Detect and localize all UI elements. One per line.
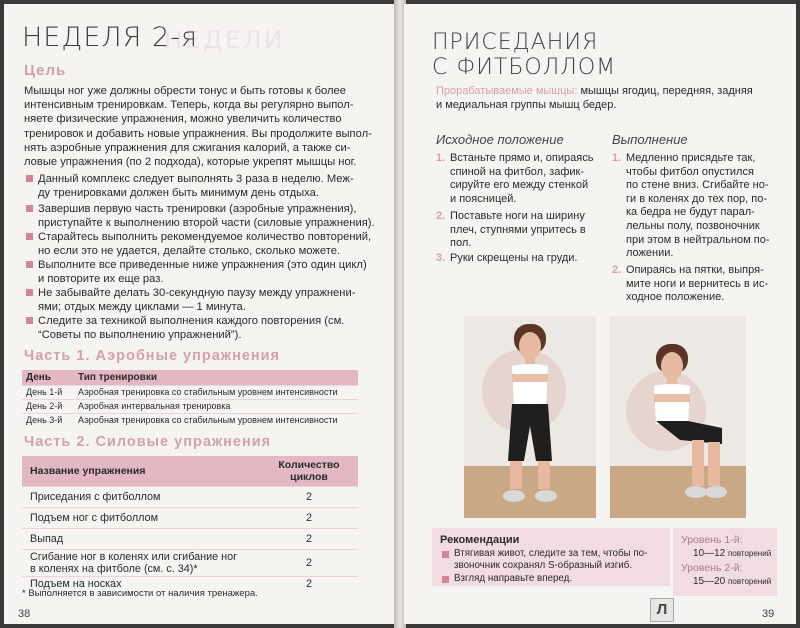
goal-heading: Цель [24,62,67,79]
table-row: День 1-й Аэробная тренировка со стабильным уровнем интенсивности [22,386,358,400]
right-page [404,4,796,624]
level2-value: 15—20 повторений [693,576,772,587]
step-item: 1. Встаньте прямо и, опираясь спиной на фитбол, зафик- сируйте его между стенкой и поясницей. [436,152,594,205]
bullet-item: Взгляд направьте вперед. [440,573,572,585]
intro-paragraph: Мышцы ног уже должны обрести тонус и быть готовы к более интенсивным тренировкам. Теперь, когда вы регулярно выпол- няете физические упражнения, можно увеличить количество тренировок и добавить новые упражнения. Вы продолжите выпол- нять аэробные упражнения для сжигания калорий, а также си- ловые упражнения (по 2 подхода), которые укрепят мышцы ног. [24,85,372,169]
aerobic-table [22,370,358,427]
col-day: День [22,370,74,386]
left-page [4,4,396,624]
recommendations-heading: Рекомендации [440,534,520,546]
step-item: 2. Поставьте ноги на ширину плеч, ступнями упритесь в пол. [436,210,586,250]
bullet-square-icon [442,576,449,583]
step-item: 2. Опираясь на пятки, выпря- мите ноги и вернитесь в ис- ходное положение. [612,264,769,304]
publisher-logo-icon: Л [650,598,674,622]
recommendations-box [432,528,670,586]
bullet-item: Старайтесь выполнить рекомендуемое количество повторений, но если это не удается, делайте столько, сколько можете. [24,230,371,258]
bullet-square-icon [26,205,33,212]
page-number: 38 [18,608,31,620]
table-row: Сгибание ног в коленях или сгибание ног в коленях на фитболе (см. с. 34)* 2 [22,550,358,577]
bullet-square-icon [26,317,33,324]
bullet-item: Данный комплекс следует выполнять 3 раза в неделю. Меж- ду тренировками должен быть минимум день отдыха. [24,172,354,200]
bullet-square-icon [26,289,33,296]
bullet-item: Втягивая живот, следите за тем, чтобы по- звоночник сохранял S-образный изгиб. [440,548,647,572]
exercise-title: ПРИСЕДАНИЯ С ФИТБОЛЛОМ [432,30,617,80]
part1-heading: Часть 1. Аэробные упражнения [24,348,281,364]
col-count: Количество циклов [260,456,358,487]
step-item: 1. Медленно присядьте так, чтобы фитбол опустился по стене вниз. Сгибайте но- ги в коленях до тех пор, по- ка бедра не будут парал- лельны полу, позвоночник при этом в нейтральном по- ложении. [612,152,770,260]
bullet-item: Завершив первую часть тренировки (аэробные упражнения), приступайте к выполнению второй части (силовые упражнения). [24,202,375,230]
muscles-worked: Прорабатываемые мышцы: мышцы ягодиц, передняя, задняя и медиальная группы мышц бедер. [436,85,753,112]
start-position-heading: Исходное положение [436,132,564,147]
level1-value: 10—12 повторений [693,548,772,559]
table-row: Подъем на носках 2 [22,577,358,592]
page-number: 39 [762,608,775,620]
footnote: * Выполняется в зависимости от наличия тренажера. [22,588,258,599]
bullet-item: Следите за техникой выполнения каждого повторения (см. “Советы по выполнению упражнений”). [24,314,344,342]
step-item: 3. Руки скрещены на груди. [436,252,578,264]
table-row: Приседания с фитболлом 2 [22,487,358,508]
level2-label: Уровень 2-й: [681,562,743,574]
col-type: Тип тренировки [74,370,358,386]
part2-heading: Часть 2. Силовые упражнения [24,434,272,450]
week-title: НЕДЕЛЯ 2-я [22,22,198,53]
table-row: Выпад 2 [22,529,358,550]
table-row: День 2-й Аэробная интервальная тренировка [22,400,358,414]
bullet-square-icon [26,261,33,268]
levels-box [670,528,777,596]
bullet-square-icon [26,233,33,240]
bullet-item: Не забывайте делать 30-секундную паузу между упражнени- ями; отдых между циклами — 1 минута. [24,286,355,314]
bullet-item: Выполните все приведенные ниже упражнения (это один цикл) и повторите их еще раз. [24,258,367,286]
photo-execution [610,316,746,518]
table-row: День 3-й Аэробная тренировка со стабильным уровнем интенсивности [22,414,358,428]
level1-label: Уровень 1-й: [681,534,743,546]
bullet-square-icon [442,551,449,558]
strength-table [22,456,358,591]
photo-start-position [464,316,596,518]
bullet-square-icon [26,175,33,182]
col-name: Название упражнения [22,456,260,487]
execution-heading: Выполнение [612,132,688,147]
table-row: Подъем ног с фитболлом 2 [22,508,358,529]
title-watermark: НЕДЕЛИ [164,26,286,54]
